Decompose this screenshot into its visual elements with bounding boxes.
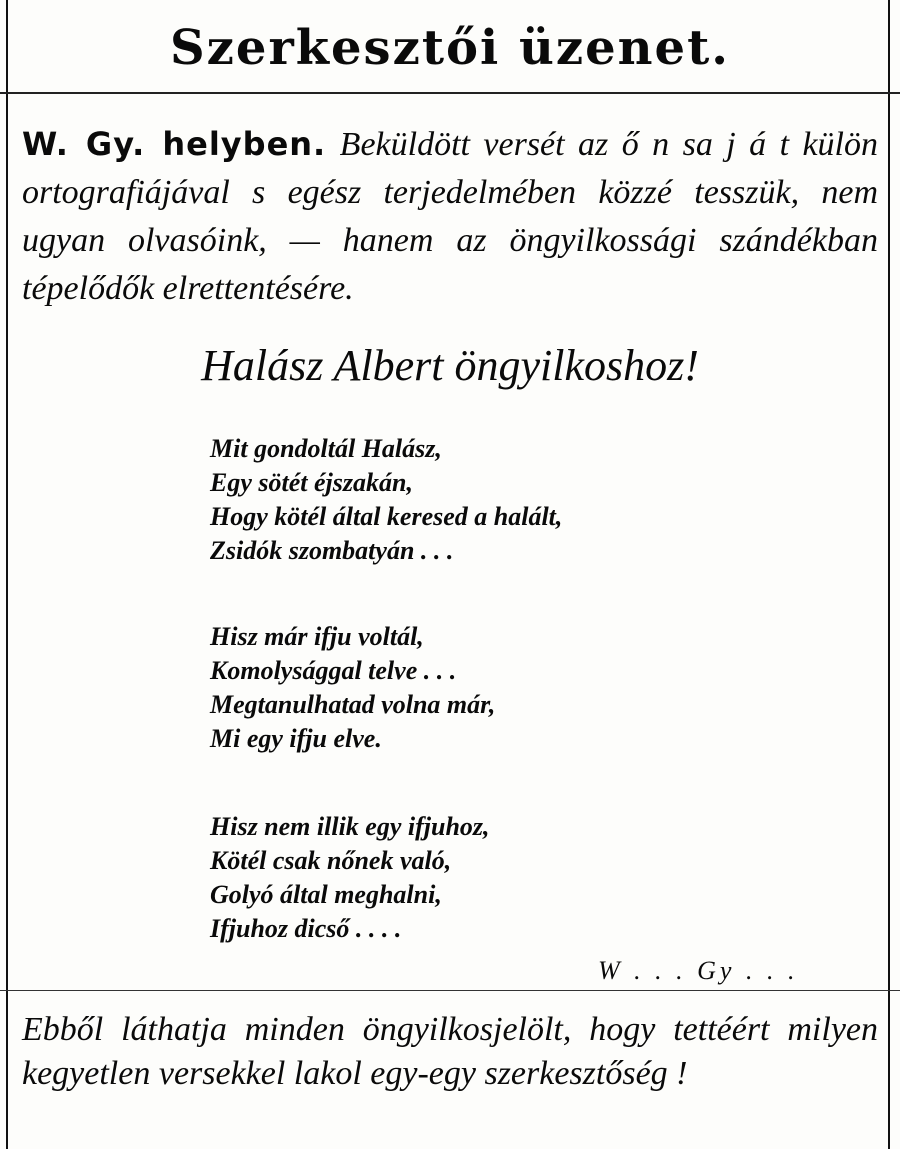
intro-paragraph bbox=[22, 120, 878, 313]
addressee-lead: W. Gy. helyben. bbox=[22, 125, 327, 163]
poem-line: Egy sötét éjszakán, bbox=[210, 468, 413, 497]
intro-body: Beküldött versét az ő n sa j á t külön ortografiájával s egész terjedelmében közzé tesszük, nem ugyan olvasóink, — hanem az öngyilkossági szándékban tépelődők elrettentésére. bbox=[22, 126, 879, 307]
poem-line: Hisz már ifju voltál, bbox=[210, 622, 424, 651]
poem-line: Megtanulhatad volna már, bbox=[210, 690, 496, 719]
heading-divider bbox=[0, 92, 900, 94]
poem-line: Golyó által meghalni, bbox=[210, 880, 442, 909]
poem-signature: W . . . Gy . . . bbox=[598, 956, 799, 985]
poem-line: Ifjuhoz dicső . . . . bbox=[210, 914, 402, 943]
poem-stanza-3 bbox=[210, 810, 850, 946]
right-column-rule bbox=[888, 0, 890, 1149]
closing-paragraph: Ebből láthatja minden öngyilkosjelölt, hogy tettéért milyen kegyetlen versekkel lakol egy-egy szerkesztőség ! bbox=[22, 1011, 878, 1092]
poem-line: Hogy kötél által keresed a halált, bbox=[210, 502, 563, 531]
poem-line: Mi egy ifju elve. bbox=[210, 724, 382, 753]
page-title: Szerkesztői üzenet. bbox=[170, 20, 730, 76]
poem-stanza-2 bbox=[210, 620, 850, 756]
poem-line: Kötél csak nőnek való, bbox=[210, 846, 452, 875]
poem-line: Komolysággal telve . . . bbox=[210, 656, 457, 685]
poem-line: Hisz nem illik egy ifjuhoz, bbox=[210, 812, 490, 841]
left-column-rule bbox=[6, 0, 8, 1149]
poem-stanza-1 bbox=[210, 432, 850, 568]
poem-title: Halász Albert öngyilkoshoz! bbox=[201, 341, 699, 390]
poem-line: Zsidók szombatyán . . . bbox=[210, 536, 454, 565]
closing-divider bbox=[0, 990, 900, 991]
poem-line: Mit gondoltál Halász, bbox=[210, 434, 442, 463]
